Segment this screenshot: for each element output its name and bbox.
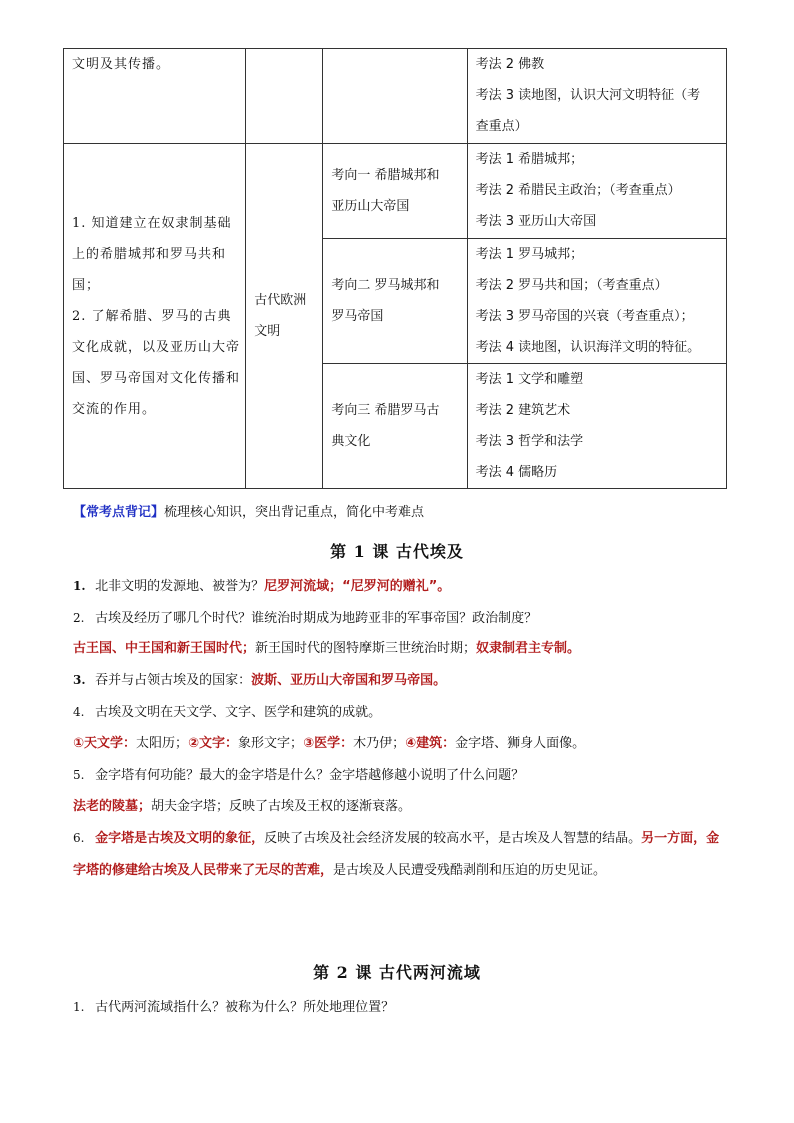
question-text: 古埃及文明在天文学、文字、医学和建筑的成就。 [95, 705, 382, 720]
answer-plain: 太阳历； [136, 736, 189, 751]
answer-text: 尼罗河流域；“尼罗河的赠礼”。 [264, 579, 451, 594]
answer-plain: 木乃伊； [353, 736, 406, 751]
direction-line: 考向三 希腊罗马古 [331, 403, 440, 418]
method-item: 考法 4 儒略历 [475, 465, 558, 480]
direction-cell [323, 49, 467, 144]
objective-line: 文化成就，以及亚历山大帝 [72, 339, 241, 355]
question-3 [73, 670, 733, 691]
question-6 [73, 822, 725, 887]
question-number: 5. [73, 768, 85, 782]
method-item: 考法 3 哲学和法学 [475, 434, 584, 449]
answer-key: ②文字： [188, 736, 239, 751]
method-item: 考法 1 罗马城邦； [475, 247, 584, 262]
answer-key: ①天文学： [73, 736, 137, 751]
answer-plain: 新王国时代的图特摩斯三世统治时期； [255, 641, 477, 656]
question-text: 吞并与占领古埃及的国家： [95, 673, 252, 688]
direction-line: 考向二 罗马城邦和 [331, 278, 440, 293]
objective-line: 交流的作用。 [72, 401, 157, 417]
answer-text: 法老的陵墓； [73, 799, 152, 814]
exam-outline-table [63, 48, 727, 489]
answer-plain: 象形文字； [238, 736, 304, 751]
answer-text: 奴隶制君主专制。 [476, 641, 581, 656]
direction-cell [323, 239, 467, 364]
answer-4 [73, 734, 733, 754]
question-5 [73, 765, 733, 786]
question-1 [73, 576, 733, 597]
answer-key: ④建筑： [405, 736, 456, 751]
method-item: 考法 3 罗马帝国的兴衰（考查重点）； [475, 309, 694, 324]
objective-line: 2. 了解希腊、罗马的古典 [72, 308, 232, 324]
question-text: 古代两河流域指什么？被称为什么？所处地理位置？ [95, 1000, 395, 1015]
answer-text: 古王国、中王国和新王国时代； [73, 641, 256, 656]
lesson-1-title: 第 1 课 古代埃及 [330, 542, 464, 561]
lesson-2-title: 第 2 课 古代两河流域 [313, 963, 481, 982]
topic-line: 古代欧洲 [254, 293, 307, 308]
answer-plain: 反映了古埃及社会经济发展的较高水平，是古埃及人智慧的结晶。 [264, 831, 642, 846]
method-item: 考法 4 读地图，认识海洋文明的特征。 [475, 340, 701, 355]
method-cell [467, 144, 726, 239]
section-heading [73, 501, 424, 520]
answer-plain: 金字塔、狮身人面像。 [455, 736, 586, 751]
section-heading-tag: 【常考点背记】 [73, 505, 165, 520]
method-item: 考法 1 文学和雕塑 [475, 372, 584, 387]
lesson-2-question-1 [73, 997, 733, 1018]
question-2 [73, 608, 733, 629]
direction-line: 亚历山大帝国 [331, 199, 410, 214]
method-item: 考法 2 罗马共和国；（考查重点） [475, 278, 668, 293]
question-text: 金字塔有何功能？最大的金字塔是什么？金字塔越修越小说明了什么问题？ [95, 768, 525, 783]
table-row [64, 49, 727, 144]
question-4 [73, 702, 733, 723]
answer-5 [73, 797, 733, 817]
question-number: 6. [73, 831, 85, 845]
method-item: 考法 3 亚历山大帝国 [475, 214, 597, 229]
direction-line: 考向一 希腊城邦和 [331, 168, 440, 183]
topic-cell [246, 49, 323, 144]
topic-cell [246, 144, 323, 489]
method-cell [467, 49, 726, 144]
method-item: 考法 2 建筑艺术 [475, 403, 571, 418]
method-item: 考法 2 希腊民主政治；（考查重点） [475, 183, 681, 198]
question-number: 3. [73, 673, 86, 687]
question-number: 2. [73, 611, 85, 625]
direction-line: 罗马帝国 [331, 309, 384, 324]
topic-line: 文明 [254, 324, 281, 339]
method-item: 查重点） [475, 119, 528, 134]
answer-text: 另一方面，金字塔的修建给古埃及人民带来了无尽的苦难， [73, 831, 720, 878]
method-item: 考法 1 希腊城邦； [475, 152, 584, 167]
direction-line: 典文化 [331, 434, 371, 449]
answer-key: ③医学： [303, 736, 354, 751]
question-number: 4. [73, 705, 85, 719]
section-heading-text: 梳理核心知识，突出背记重点，简化中考难点 [164, 505, 425, 520]
method-cell [467, 239, 726, 364]
direction-cell [323, 144, 467, 239]
objective-line: 国、罗马帝国对文化传播和 [72, 370, 241, 386]
objective-line: 1. 知道建立在奴隶制基础 [72, 215, 232, 231]
method-item: 考法 3 读地图，认识大河文明特征（考 [475, 88, 701, 103]
answer-plain: 胡夫金字塔；反映了古埃及王权的逐渐衰落。 [151, 799, 412, 814]
question-text: 北非文明的发源地、被誉为？ [95, 579, 265, 594]
answer-text: 金字塔是古埃及文明的象征， [95, 831, 265, 846]
objective-line: 上的希腊城邦和罗马共和 [72, 246, 227, 262]
objective-cell [64, 144, 246, 489]
question-number: 1. [73, 579, 86, 593]
direction-cell [323, 364, 467, 489]
table-row [64, 144, 727, 239]
method-cell [467, 364, 726, 489]
objective-cell [64, 49, 246, 144]
answer-plain: 是古埃及人民遭受残酷剥削和压迫的历史见证。 [333, 863, 607, 878]
question-number: 1. [73, 1000, 85, 1014]
question-text: 古埃及经历了哪几个时代？谁统治时期成为地跨亚非的军事帝国？政治制度？ [95, 611, 538, 626]
answer-2 [73, 639, 733, 659]
answer-text: 波斯、亚历山大帝国和罗马帝国。 [251, 673, 447, 688]
method-item: 考法 2 佛教 [475, 57, 545, 72]
objective-text: 文明及其传播。 [72, 57, 171, 72]
objective-line: 国； [72, 277, 101, 293]
